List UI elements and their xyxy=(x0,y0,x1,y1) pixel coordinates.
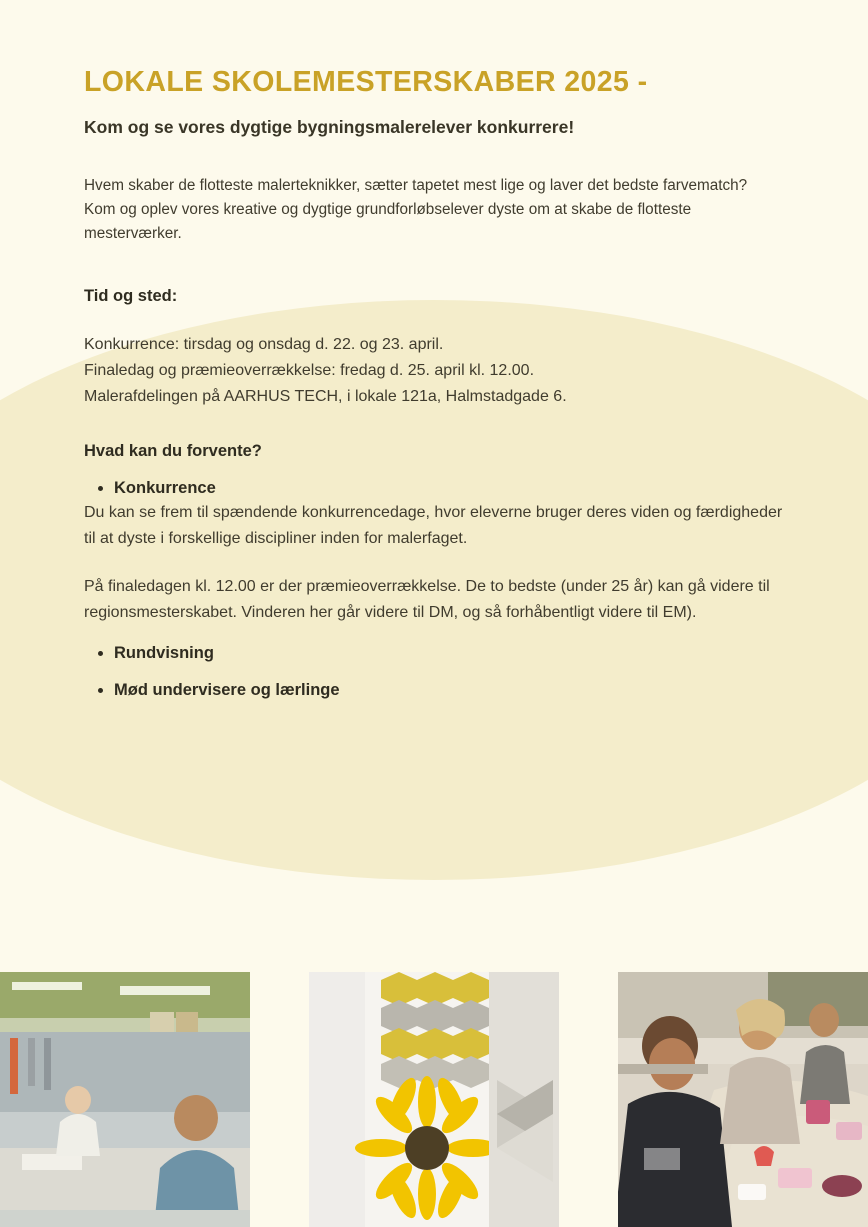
photo-students-working xyxy=(618,972,868,1227)
time-place-section xyxy=(84,245,784,410)
time-place-heading: Tid og sted: xyxy=(84,287,178,306)
painted-wall-sunflower-image xyxy=(309,972,559,1227)
list-item: • Rundvisning xyxy=(114,644,784,663)
competition-paragraph-1: Du kan se frem til spændende konkurrencedage, hvor eleverne bruger deres viden og færdigheder til at dyste i forskellige discipliner inden for malerfaget. xyxy=(84,504,783,548)
bullet-list-competition xyxy=(84,479,784,498)
workshop-classroom-image xyxy=(0,972,250,1227)
intro-paragraph: Hvem skaber de flotteste malerteknikker, sætter tapetet mest lige og laver det bedste farvematch? Kom og oplev vores kreative og dygtige grundforløbselever dyste om at skabe de flotteste mesterværker. xyxy=(84,177,748,242)
time-place-line: Finaledag og præmieoverrækkelse: fredag d. 25. april kl. 12.00. xyxy=(84,362,535,380)
photo-painted-wall xyxy=(309,972,559,1227)
photo-workshop-classroom xyxy=(0,972,250,1227)
students-working-image xyxy=(618,972,868,1227)
list-item: • Mød undervisere og lærlinge xyxy=(114,681,784,700)
page-subtitle: Kom og se vores dygtige bygningsmalerelever konkurrere! xyxy=(84,116,575,137)
photo-strip xyxy=(0,972,868,1227)
list-item: • Konkurrence xyxy=(114,479,784,498)
bullet-list-meet xyxy=(84,681,784,700)
time-place-line: Konkurrence: tirsdag og onsdag d. 22. og 23. april. xyxy=(84,336,444,354)
page-title: LOKALE SKOLEMESTERSKABER 2025 - xyxy=(84,66,648,98)
competition-paragraph-2: På finaledagen kl. 12.00 er der præmieoverrækkelse. De to bedste (under 25 år) kan gå videre til regionsmesterskabet. Vinderen her går videre til DM, og så forhåbentligt videre til EM). xyxy=(84,578,770,621)
expect-heading: Hvad kan du forvente? xyxy=(84,442,262,461)
time-place-lines xyxy=(84,332,784,410)
bullet-list-tour xyxy=(84,644,784,663)
time-place-line: Malerafdelingen på AARHUS TECH, i lokale 121a, Halmstadgade 6. xyxy=(84,388,567,406)
